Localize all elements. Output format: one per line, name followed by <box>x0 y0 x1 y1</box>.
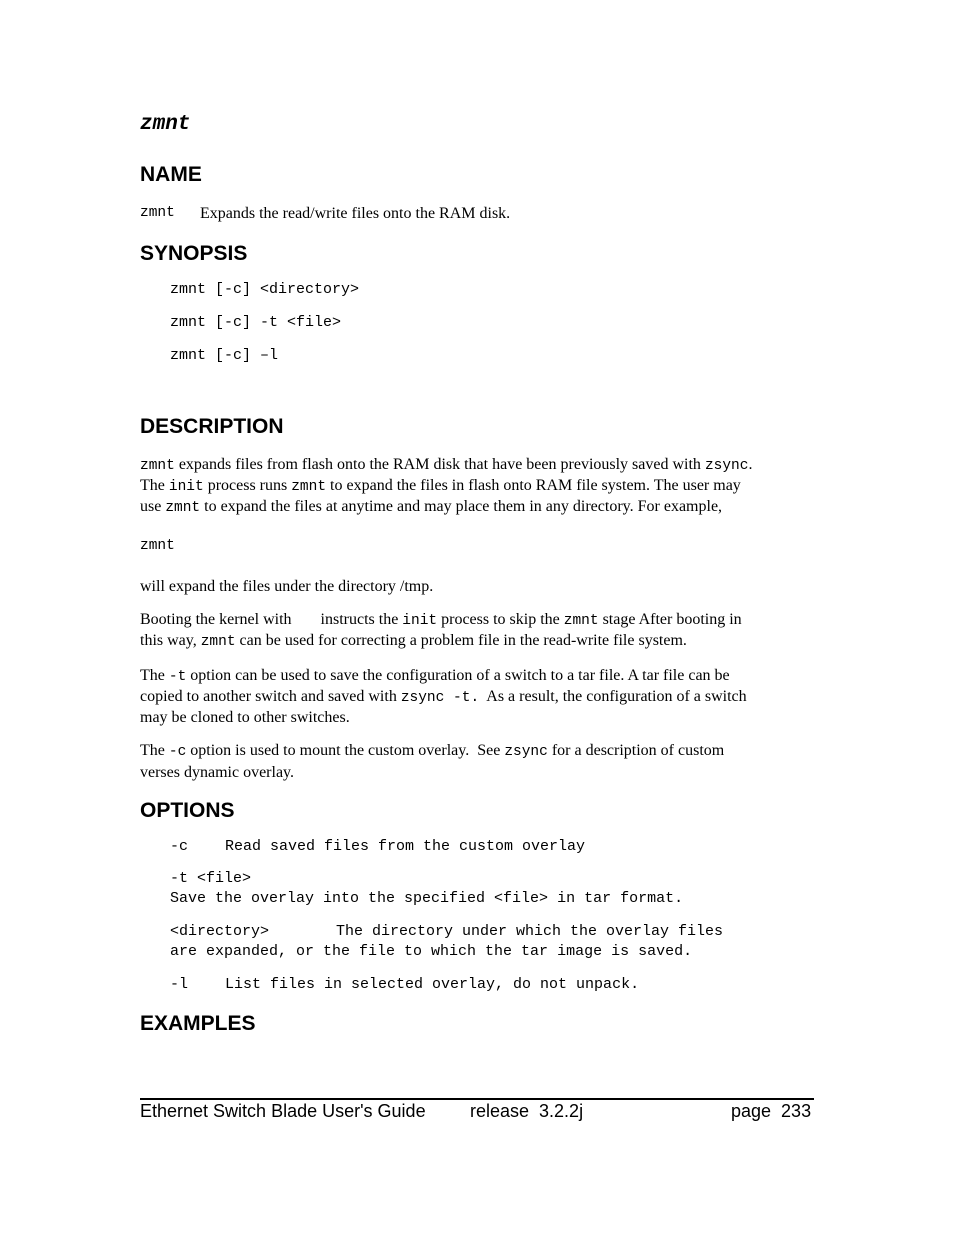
description-line <box>140 665 730 688</box>
name-description: Expands the read/write files onto the RAM disk. <box>200 205 511 222</box>
footer-guide-title: Ethernet Switch Blade User's Guide <box>140 1101 426 1121</box>
inline-code: zmnt <box>563 613 599 629</box>
option-description: Save the overlay into the specified <file> in tar format. <box>170 890 684 907</box>
footer-rule <box>140 1098 814 1100</box>
inline-code: zsync -t. <box>400 690 480 706</box>
inline-code: -c <box>168 744 187 760</box>
text: can be used for correcting a problem file in the read-write file system. <box>235 632 687 649</box>
description-line: verses dynamic overlay. <box>140 764 295 781</box>
synopsis-line: zmnt [-c] <directory> <box>170 281 360 298</box>
section-heading-name: NAME <box>140 163 202 186</box>
option-description: Read saved files from the custom overlay <box>225 838 586 855</box>
description-line <box>140 686 747 709</box>
section-heading-examples: EXAMPLES <box>140 1012 256 1035</box>
section-heading-synopsis: SYNOPSIS <box>140 242 248 265</box>
inline-code: zsync <box>504 744 548 760</box>
page-title: zmnt <box>140 113 191 136</box>
description-line <box>140 630 687 653</box>
inline-code: zmnt <box>291 479 327 495</box>
inline-code: zmnt <box>140 458 175 474</box>
text: process runs <box>203 477 292 494</box>
text: As a result, the configuration of a switch <box>479 688 747 705</box>
footer-release: release 3.2.2j <box>470 1101 584 1121</box>
inline-code: -t <box>168 669 187 685</box>
synopsis-line: zmnt [-c] –l <box>170 347 279 364</box>
description-line: may be cloned to other switches. <box>140 709 350 726</box>
text: for a description of custom <box>547 742 725 759</box>
description-line <box>140 740 724 763</box>
text: . <box>748 456 753 473</box>
text: process to skip the <box>437 611 564 628</box>
text: use <box>140 498 166 515</box>
text: The <box>140 667 169 684</box>
text: copied to another switch and saved with <box>140 688 401 705</box>
inline-code: zmnt <box>200 634 236 650</box>
inline-code: init <box>168 479 204 495</box>
description-line <box>140 609 742 632</box>
text: instructs the <box>320 611 403 628</box>
section-heading-options: OPTIONS <box>140 799 235 822</box>
text: to expand the files in flash onto RAM file system. The user may <box>326 477 741 494</box>
option-description: The directory under which the overlay files <box>336 923 724 940</box>
name-command: zmnt <box>140 205 175 221</box>
description-line <box>140 454 752 477</box>
option-description: are expanded, or the file to which the tar image is saved. <box>170 943 693 960</box>
text: The <box>140 477 169 494</box>
inline-code: zsync <box>704 458 749 474</box>
description-line <box>140 496 722 519</box>
example-command: zmnt <box>140 538 175 554</box>
option-flag: <directory> <box>170 923 270 940</box>
text: to expand the files at anytime and may place them in any directory. For example, <box>200 498 723 515</box>
text: stage After booting in <box>598 611 742 628</box>
inline-code: zmnt <box>165 500 201 516</box>
text: Booting the kernel with <box>140 611 292 628</box>
option-flag: -l <box>170 976 189 993</box>
inline-code: init <box>402 613 438 629</box>
option-description: List files in selected overlay, do not unpack. <box>225 976 640 993</box>
text: expands files from flash onto the RAM disk that have been previously saved with <box>174 456 705 473</box>
description-paragraph: will expand the files under the directory /tmp. <box>140 578 434 595</box>
section-heading-description: DESCRIPTION <box>140 415 284 438</box>
option-flag: -c <box>170 838 189 855</box>
description-line <box>140 475 741 498</box>
synopsis-line: zmnt [-c] -t <file> <box>170 314 342 331</box>
text: this way, <box>140 632 201 649</box>
text: The <box>140 742 169 759</box>
text: option is used to mount the custom overlay. See <box>186 742 505 759</box>
text: option can be used to save the configuration of a switch to a tar file. A tar file can be <box>186 667 730 684</box>
option-flag: -t <file> <box>170 870 252 887</box>
footer-page-number: page 233 <box>731 1101 812 1121</box>
